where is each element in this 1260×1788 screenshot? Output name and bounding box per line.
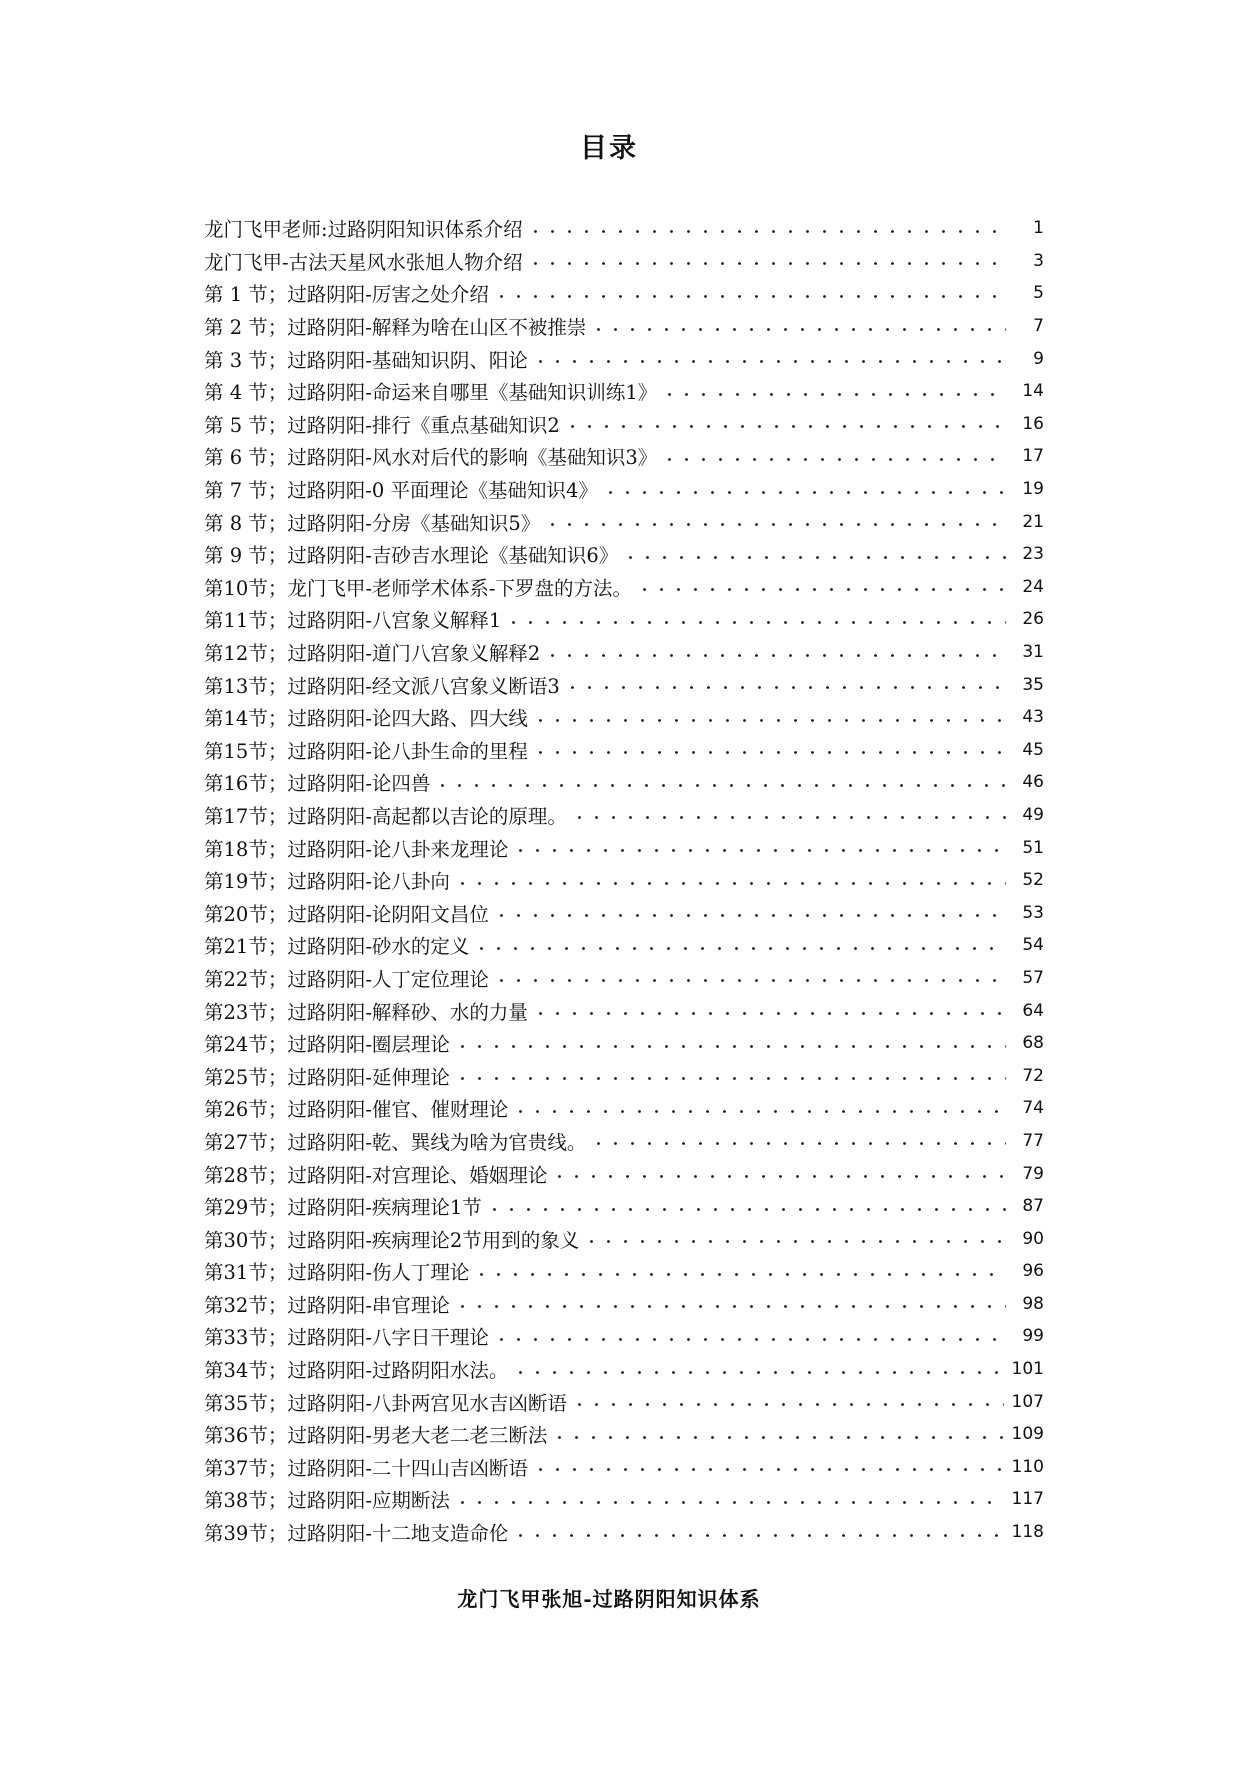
toc-entry[interactable] [204,831,1044,864]
toc-entry-page-number: 49 [1022,804,1044,825]
toc-entry[interactable] [204,1157,1044,1190]
toc-entry-title: 第24节；过路阴阳-圈层理论 [204,1033,450,1057]
toc-entry-page-number: 26 [1022,609,1044,630]
toc-entry-title: 第28节；过路阴阳-对宫理论、婚姻理论 [204,1163,548,1187]
toc-entry-title: 第23节；过路阴阳-解释砂、水的力量 [204,1000,528,1024]
toc-entry-page-number: 19 [1022,479,1044,500]
toc-entry-title: 第32节；过路阴阳-串官理论 [204,1293,450,1317]
toc-entry-page-number: 23 [1022,544,1044,565]
toc-entry-page-number: 101 [1011,1359,1044,1380]
toc-entry-title: 第38节；过路阴阳-应期断法 [204,1489,450,1513]
toc-entry-page-number: 96 [1022,1261,1044,1282]
toc-entry[interactable] [204,342,1044,375]
toc-entry-title: 第22节；过路阴阳-人丁定位理论 [204,967,489,991]
toc-entry[interactable] [204,636,1044,669]
toc-entry-page-number: 45 [1022,739,1044,760]
toc-entry-page-number: 77 [1022,1130,1044,1151]
toc-entry-title: 第13节；过路阴阳-经文派八宫象义断语3 [204,674,560,698]
dot-leader [532,719,1006,722]
dot-leader [583,1240,1006,1243]
toc-entry-title: 第37节；过路阴阳-二十四山吉凶断语 [204,1456,528,1480]
toc-entry-title: 第 5 节；过路阴阳-排行《重点基础知识2 [204,413,560,437]
dot-leader [661,393,1006,396]
footer-title: 龙门飞甲张旭-过路阴阳知识体系 [457,1587,761,1611]
toc-entry-title: 第16节；过路阴阳-论四兽 [204,772,431,796]
toc-entry-title: 第 1 节；过路阴阳-厉害之处介绍 [204,283,489,307]
toc-entry-page-number: 14 [1022,381,1044,402]
dot-leader [532,751,1006,754]
toc-entry-page-number: 31 [1022,642,1044,663]
dot-leader [564,425,1006,428]
dot-leader [622,556,1006,559]
dot-leader [527,262,1006,265]
toc-entry[interactable] [204,668,1044,701]
toc-entry-page-number: 17 [1022,446,1044,467]
toc-entry[interactable] [204,1288,1044,1321]
toc-entry[interactable] [204,571,1044,604]
toc-entry-title: 第36节；过路阴阳-男老大老二老三断法 [204,1424,548,1448]
dot-leader [493,914,1006,917]
toc-entry-page-number: 109 [1011,1424,1044,1445]
dot-leader [532,1468,1004,1471]
page-title: 目录 [580,133,638,164]
toc-entry[interactable] [204,1451,1044,1484]
toc-entry-page-number: 98 [1022,1293,1044,1314]
toc-entry-page-number: 99 [1022,1326,1044,1347]
dot-leader [602,491,1006,494]
toc-entry-page-number: 118 [1011,1522,1044,1543]
toc-entry[interactable] [204,1385,1044,1418]
toc-entry-page-number: 1 [1033,218,1044,239]
toc-entry-title: 第19节；过路阴阳-论八卦向 [204,870,450,894]
toc-entry[interactable] [204,473,1044,506]
toc-entry-title: 第17节；过路阴阳-高起都以吉论的原理。 [204,804,567,828]
toc-entry-page-number: 68 [1022,1033,1044,1054]
toc-entry-title: 第 2 节；过路阴阳-解释为啥在山区不被推崇 [204,316,587,340]
dot-leader [590,328,1006,331]
toc-entry-title: 第14节；过路阴阳-论四大路、四大线 [204,707,528,731]
toc-entry-page-number: 54 [1022,935,1044,956]
toc-entry[interactable] [204,1125,1044,1158]
toc-entry[interactable] [204,538,1044,571]
dot-leader [544,523,1006,526]
toc-entry[interactable] [204,1059,1044,1092]
toc-entry-title: 第 9 节；过路阴阳-吉砂吉水理论《基础知识6》 [204,544,619,568]
dot-leader [454,1077,1006,1080]
toc-entry-page-number: 57 [1022,967,1044,988]
toc-entry-title: 第10节；龙门飞甲-老师学术体系-下罗盘的方法。 [204,576,632,600]
dot-leader [493,979,1006,982]
dot-leader [551,1175,1006,1178]
dot-leader [454,1501,1004,1504]
toc-entry-page-number: 51 [1022,837,1044,858]
toc-entry[interactable] [204,701,1044,734]
toc-entry-page-number: 3 [1033,250,1044,271]
dot-leader [493,295,1006,298]
toc-entry[interactable] [204,962,1044,995]
toc-entry-title: 第20节；过路阴阳-论阴阳文昌位 [204,902,489,926]
toc-entry[interactable] [204,212,1044,245]
toc-entry[interactable] [204,896,1044,929]
toc-entry[interactable] [204,994,1044,1027]
toc-entry-page-number: 5 [1033,283,1044,304]
toc-entry[interactable] [204,1222,1044,1255]
toc-entry-page-number: 87 [1022,1196,1044,1217]
toc-entry-title: 第18节；过路阴阳-论八卦来龙理论 [204,837,509,861]
toc-entry-page-number: 107 [1011,1391,1044,1412]
table-of-contents [204,212,1044,1548]
toc-entry[interactable] [204,375,1044,408]
toc-entry[interactable] [204,1483,1044,1516]
dot-leader [590,1142,1006,1145]
toc-entry[interactable] [204,929,1044,962]
toc-entry-page-number: 52 [1022,870,1044,891]
toc-entry[interactable] [204,1418,1044,1451]
dot-leader [551,1436,1003,1439]
dot-leader [512,849,1006,852]
dot-leader [571,1403,1004,1406]
toc-entry-page-number: 117 [1011,1489,1044,1510]
dot-leader [454,1305,1006,1308]
toc-entry-title: 第 8 节；过路阴阳-分房《基础知识5》 [204,511,541,535]
dot-leader [532,360,1006,363]
toc-entry-title: 第 6 节；过路阴阳-风水对后代的影响《基础知识3》 [204,446,658,470]
toc-entry-page-number: 7 [1033,316,1044,337]
toc-entry-page-number: 35 [1022,674,1044,695]
dot-leader [505,621,1006,624]
dot-leader [512,1110,1006,1113]
toc-entry[interactable] [204,408,1044,441]
toc-entry-page-number: 79 [1022,1163,1044,1184]
toc-entry[interactable] [204,505,1044,538]
toc-entry[interactable] [204,734,1044,767]
dot-leader [512,1534,1003,1537]
dot-leader [532,1012,1006,1015]
dot-leader [544,654,1006,657]
toc-entry[interactable] [204,310,1044,343]
toc-entry-title: 第30节；过路阴阳-疾病理论2节用到的象义 [204,1228,580,1252]
toc-entry[interactable] [204,277,1044,310]
toc-entry-title: 第21节；过路阴阳-砂水的定义 [204,935,470,959]
toc-entry[interactable] [204,864,1044,897]
toc-entry[interactable] [204,1320,1044,1353]
toc-entry-page-number: 64 [1022,1000,1044,1021]
dot-leader [493,1338,1006,1341]
toc-entry-page-number: 9 [1033,348,1044,369]
dot-leader [434,784,1006,787]
toc-entry-title: 第15节；过路阴阳-论八卦生命的里程 [204,739,528,763]
toc-entry[interactable] [204,799,1044,832]
toc-entry-page-number: 21 [1022,511,1044,532]
toc-entry-title: 龙门飞甲-古法天星风水张旭人物介绍 [204,250,523,274]
dot-leader [512,1371,1003,1374]
toc-entry-title: 第 7 节；过路阴阳-0 平面理论《基础知识4》 [204,479,598,503]
toc-entry-title: 第35节；过路阴阳-八卦两宫见水吉凶断语 [204,1391,567,1415]
toc-entry[interactable] [204,1353,1044,1386]
toc-entry-page-number: 53 [1022,902,1044,923]
toc-entry-page-number: 43 [1022,707,1044,728]
toc-entry-title: 第39节；过路阴阳-十二地支造命伦 [204,1522,509,1546]
toc-entry-page-number: 110 [1011,1456,1044,1477]
toc-entry-title: 第33节；过路阴阳-八字日干理论 [204,1326,489,1350]
dot-leader [454,1045,1006,1048]
toc-entry[interactable] [204,766,1044,799]
dot-leader [473,947,1006,950]
dot-leader [486,1208,1006,1211]
toc-entry[interactable] [204,1255,1044,1288]
toc-entry-title: 第31节；过路阴阳-伤人丁理论 [204,1261,470,1285]
toc-entry-title: 龙门飞甲老师:过路阴阳知识体系介绍 [204,218,523,242]
toc-entry[interactable] [204,1190,1044,1223]
toc-entry[interactable] [204,1027,1044,1060]
toc-entry-title: 第25节；过路阴阳-延伸理论 [204,1065,450,1089]
toc-entry-title: 第27节；过路阴阳-乾、巽线为啥为官贵线。 [204,1130,587,1154]
toc-entry-page-number: 90 [1022,1228,1044,1249]
toc-entry-page-number: 16 [1022,413,1044,434]
toc-entry-title: 第26节；过路阴阳-催官、催财理论 [204,1098,509,1122]
toc-entry[interactable] [204,245,1044,278]
toc-entry-title: 第29节；过路阴阳-疾病理论1节 [204,1196,482,1220]
toc-entry-title: 第 4 节；过路阴阳-命运来自哪里《基础知识训练1》 [204,381,658,405]
dot-leader [454,882,1006,885]
toc-entry-title: 第11节；过路阴阳-八宫象义解释1 [204,609,502,633]
toc-entry-page-number: 24 [1022,576,1044,597]
toc-entry[interactable] [204,603,1044,636]
dot-leader [564,686,1006,689]
toc-entry-title: 第 3 节；过路阴阳-基础知识阴、阳论 [204,348,528,372]
dot-leader [661,458,1006,461]
dot-leader [571,816,1006,819]
toc-entry[interactable] [204,1092,1044,1125]
dot-leader [527,230,1006,233]
dot-leader [636,588,1006,591]
toc-entry-page-number: 46 [1022,772,1044,793]
dot-leader [473,1273,1006,1276]
toc-entry[interactable] [204,440,1044,473]
toc-entry-title: 第12节；过路阴阳-道门八宫象义解释2 [204,642,541,666]
toc-entry-page-number: 74 [1022,1098,1044,1119]
toc-entry-page-number: 72 [1022,1065,1044,1086]
toc-entry[interactable] [204,1516,1044,1549]
toc-entry-title: 第34节；过路阴阳-过路阴阳水法。 [204,1359,509,1383]
